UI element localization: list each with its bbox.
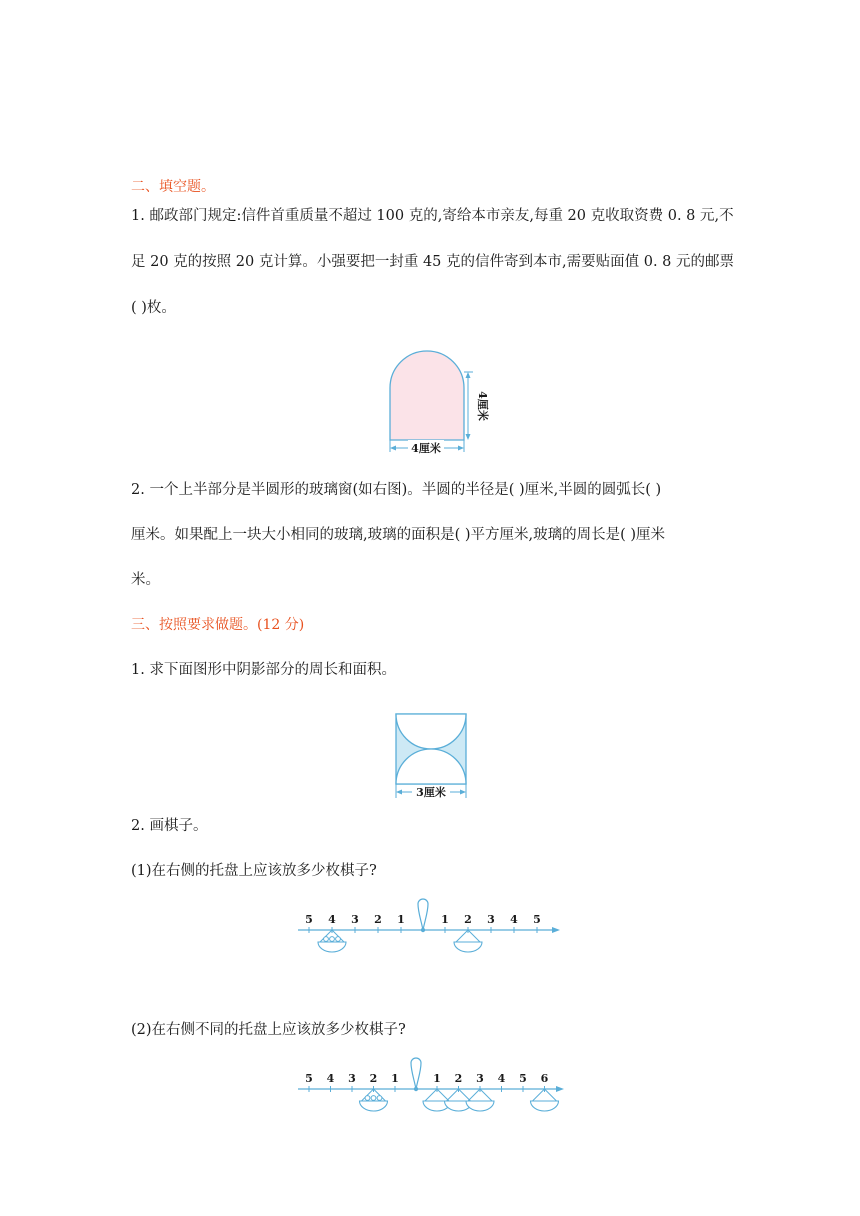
scale2-left-pan xyxy=(360,1101,388,1111)
scale1-left-number: 4 xyxy=(328,913,336,926)
scale2-arrow-icon xyxy=(556,1086,564,1092)
section3-question-2: 2. 画棋子。 xyxy=(131,818,208,834)
scale2-right-pan xyxy=(531,1101,559,1111)
question-1-line-3: ( )枚。 xyxy=(131,300,176,316)
sub-question-2: (2)在右侧不同的托盘上应该放多少枚棋子? xyxy=(131,1022,406,1038)
scale2-right-pan-string xyxy=(480,1089,492,1101)
question-2-line-2: 厘米。如果配上一块大小相同的玻璃,玻璃的面积是( )平方厘米,玻璃的周长是( )厘米 xyxy=(131,527,666,543)
scale1-left-pan-piece xyxy=(324,937,329,942)
question-2-line-3: 米。 xyxy=(131,572,160,588)
scale2-left-number: 5 xyxy=(305,1072,313,1085)
question-1-line-1: 1. 邮政部门规定:信件首重质量不超过 100 克的,寄给本市亲友,每重 20 克收取资费 0. 8 元,不 xyxy=(131,208,734,224)
scale2-right-pan-string xyxy=(533,1089,545,1101)
scale2-left-number: 3 xyxy=(348,1072,356,1085)
scale1-fulcrum xyxy=(418,899,428,930)
scale2-right-pan-string xyxy=(545,1089,557,1101)
scale1-left-number: 3 xyxy=(351,913,359,926)
window-height-label: 4厘米 xyxy=(476,391,489,421)
scale1-right-pan xyxy=(454,942,482,952)
scale1-right-pan-string xyxy=(468,930,480,942)
shaded-square-figure xyxy=(390,710,474,804)
scale1-left-number: 5 xyxy=(305,913,313,926)
scale1-right-pan-string xyxy=(456,930,468,942)
window-shape xyxy=(390,351,464,440)
scale1-right-number: 5 xyxy=(533,913,541,926)
scale2-right-number: 4 xyxy=(497,1072,506,1085)
scale1-right-number: 4 xyxy=(510,913,518,926)
scale2-pivot xyxy=(414,1087,418,1091)
scale1-left-number: 1 xyxy=(397,913,405,926)
sub-question-1: (1)在右侧的托盘上应该放多少枚棋子? xyxy=(131,863,377,879)
scale2-left-number: 4 xyxy=(326,1072,335,1085)
scale2-right-number: 2 xyxy=(454,1072,463,1085)
scale2-left-pan-piece xyxy=(371,1096,376,1101)
scale2-left-number: 2 xyxy=(369,1072,378,1085)
scale2-right-number: 6 xyxy=(540,1072,549,1085)
scale2-right-number: 3 xyxy=(476,1072,484,1085)
scale2-fulcrum xyxy=(411,1058,421,1089)
scale2-right-pan xyxy=(466,1101,494,1111)
balance-scale-2 xyxy=(296,1056,568,1116)
scale2-left-pan-piece xyxy=(377,1096,382,1101)
section-heading-requirements: 三、按照要求做题。(12 分) xyxy=(131,617,305,633)
scale2-left-number: 1 xyxy=(391,1072,399,1085)
scale2-right-pan-string xyxy=(468,1089,480,1101)
scale2-right-pan-string xyxy=(459,1089,471,1101)
scale2-right-pan-string xyxy=(425,1089,437,1101)
question-1-line-2: 足 20 克的按照 20 克计算。小强要把一封重 45 克的信件寄到本市,需要贴面值 0. 8 元的邮票 xyxy=(131,254,735,270)
scale1-right-number: 1 xyxy=(441,913,449,926)
section-heading-fill-blank: 二、填空题。 xyxy=(131,179,215,195)
window-figure xyxy=(384,336,489,460)
scale2-right-number: 5 xyxy=(519,1072,527,1085)
scale2-left-pan-piece xyxy=(365,1096,370,1101)
scale1-left-pan-piece xyxy=(336,937,341,942)
square-width-label: 3厘米 xyxy=(416,786,446,799)
scale1-pivot xyxy=(421,928,425,932)
scale2-right-pan-string xyxy=(437,1089,449,1101)
scale1-right-number: 3 xyxy=(487,913,495,926)
window-width-label: 4厘米 xyxy=(411,442,441,455)
scale2-right-pan-string xyxy=(447,1089,459,1101)
scale1-left-pan xyxy=(318,942,346,952)
scale2-right-number: 1 xyxy=(433,1072,441,1085)
section3-question-1: 1. 求下面图形中阴影部分的周长和面积。 xyxy=(131,662,396,678)
question-2-line-1: 2. 一个上半部分是半圆形的玻璃窗(如右图)。半圆的半径是( )厘米,半圆的圆弧长( ) xyxy=(131,482,662,498)
scale1-arrow-icon xyxy=(552,927,560,933)
scale1-left-number: 2 xyxy=(374,913,382,926)
balance-scale-1 xyxy=(296,898,566,962)
scale1-right-number: 2 xyxy=(464,913,472,926)
scale1-left-pan-piece xyxy=(330,937,335,942)
